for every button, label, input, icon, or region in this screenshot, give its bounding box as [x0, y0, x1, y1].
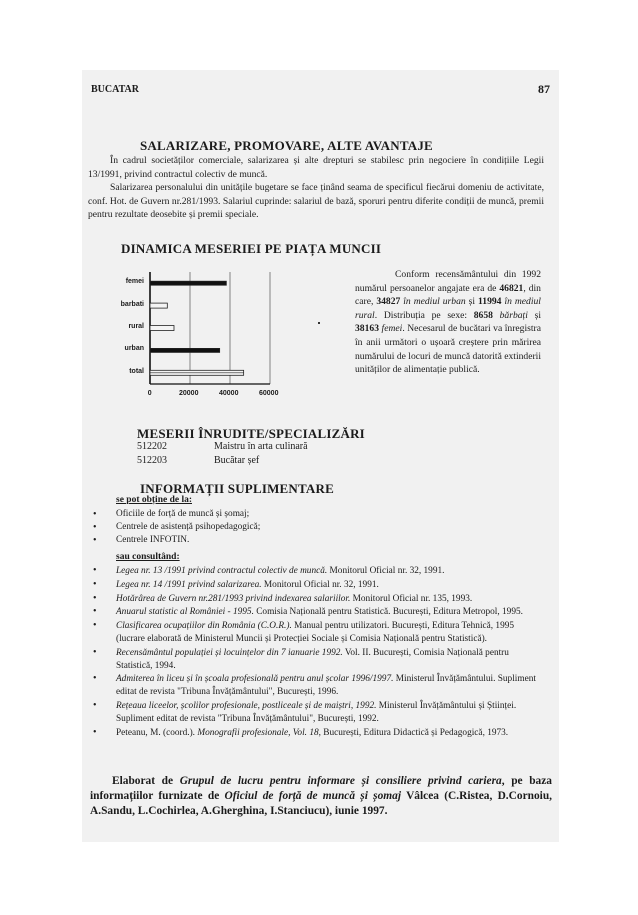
occupation-code: 512202 — [137, 441, 167, 452]
reference-details: Manual pentru utilizatori. București, Editura Tehnică, 1995 (lucrare elaborată de Ministerul Muncii și Protecției Sociale și Comisia Națională pentru Statistică). — [116, 621, 515, 644]
obtain-list — [93, 508, 536, 547]
text-run: în mediul rural — [355, 296, 541, 321]
bullet-icon: • — [93, 535, 97, 546]
reference-details: Vol. II. București, Comisia Națională pentru Statistică, 1994. — [116, 647, 509, 671]
male-employed: 8658 — [473, 309, 493, 321]
category-label: femei — [125, 278, 144, 286]
text-run: și — [465, 296, 479, 308]
reference-item — [93, 673, 542, 699]
bullet-icon: • — [93, 606, 97, 618]
section-title-salarizare: SALARIZARE, PROMOVARE, ALTE AVANTAJE — [140, 138, 433, 153]
reference-title: Rețeaua liceelor, școlilor profesionale, postliceale și de maiștri, 1992. — [116, 700, 377, 711]
list-item-text: Oficiile de forță de muncă și șomaj; — [116, 509, 250, 519]
urban-employed: 34827 — [376, 296, 401, 308]
author-credits — [90, 774, 552, 819]
paragraph: Salarizarea personalului din unitățile bugetare se face ținând seama de specificul fiecărui domeniu de activitate, conf. Hot. de Guvern nr.281/1993. Salariul cuprinde: salariul de bază, sporuri pentru diferite condiții de muncă, premii pentru rezultate deosebite și premii speciale. — [88, 182, 544, 221]
reference-item — [93, 578, 542, 592]
credits-group: Grupul de lucru pentru informare și consiliere privind cariera — [179, 775, 502, 787]
bullet-icon: • — [93, 699, 97, 711]
reference-item — [93, 606, 542, 619]
text-run: femei — [378, 323, 403, 335]
list-item — [93, 508, 536, 521]
reference-item — [93, 565, 542, 578]
rural-employed: 11994 — [478, 296, 502, 308]
scan-speck — [318, 322, 320, 324]
section-title-dinamica: DINAMICA MESERIEI PE PIAȚA MUNCII — [121, 241, 382, 256]
list-item — [93, 534, 536, 547]
reference-item — [93, 646, 542, 673]
text-run: și — [527, 309, 541, 321]
bar-barbati — [150, 303, 167, 308]
bullet-icon: • — [93, 565, 97, 576]
header-title: BUCATAR — [91, 84, 139, 95]
bullet-icon: • — [93, 509, 97, 520]
bullet-icon: • — [93, 673, 97, 685]
list-item — [93, 521, 536, 534]
occupation-row — [137, 455, 260, 468]
section-title-meserii: MESERII ÎNRUDITE/SPECIALIZĂRI — [137, 426, 365, 441]
list-item-text: Centrele de asistență psihopedagogică; — [116, 522, 261, 532]
occupation-code: 512203 — [137, 455, 167, 466]
consult-label: sau consultând: — [116, 552, 180, 562]
reference-item — [93, 699, 542, 726]
reference-details: Monitorul Oficial nr. 135, 1993. — [350, 593, 473, 604]
bar-urban — [150, 348, 220, 352]
reference-details: Monitorul Oficial nr. 32, 1991. — [261, 579, 379, 590]
reference-list — [93, 565, 542, 739]
tick-label: 20000 — [179, 390, 199, 397]
reference-title: Monografii profesionale, Vol. 18, — [197, 727, 321, 738]
page-number: 87 — [538, 82, 550, 96]
bullet-icon: • — [93, 620, 97, 632]
text-run: . Distribuția pe sexe: — [374, 309, 474, 321]
text-run: . Necesarul de bucătari va înregistra în anii următori o ușoară creștere prin mărirea numărului de locuri de muncă datorită extinderii unităților de alimentație publică. — [355, 323, 541, 376]
occupation-name: Bucătar șef — [214, 455, 260, 466]
reference-title: Legea nr. 14 /1991 privind salarizarea. — [116, 579, 262, 590]
credits-text: , pe baza informațiilor furnizate de — [90, 775, 552, 802]
bullet-icon: • — [93, 578, 97, 590]
reference-title: Anuarul statistic al României - 1995. — [116, 607, 254, 618]
tick-label: 40000 — [219, 390, 239, 397]
text-run: în mediul urban — [400, 296, 466, 308]
credits-text: Elaborat de — [112, 775, 180, 787]
category-label: urban — [124, 345, 144, 353]
credits-authors: Vâlcea (C.Ristea, D.Cornoiu, A.Sandu, L.Cochirlea, A.Gherghina, I.Stanciucu), iunie 1997. — [90, 790, 552, 817]
bar-rural — [150, 326, 174, 331]
credits-office: Oficiul de forță de muncă și șomaj — [224, 790, 402, 802]
reference-details: Monitorul Oficial nr. 32, 1991. — [327, 566, 445, 576]
reference-details: București, Editura Didactică și Pedagogică, 1973. — [320, 727, 509, 738]
reference-details: Ministerul Învățământului. Supliment editat de revista "Tribuna Învățământului", București, 1996. — [116, 674, 536, 698]
reference-item — [93, 620, 542, 646]
female-employed: 38163 — [355, 323, 379, 335]
reference-title: Admiterea în liceu și în școala profesională pentru anul școlar 1996/1997. — [116, 674, 394, 685]
tick-label: 60000 — [259, 390, 279, 397]
bullet-icon: • — [93, 522, 97, 533]
reference-title: Hotărârea de Guvern nr.281/1993 privind indexarea salariilor. — [116, 593, 351, 604]
reference-title: Clasificarea ocupațiilor din România (C.O.R.). — [116, 621, 292, 632]
reference-title: Legea nr. 13 /1991 privind contractul colectiv de muncă. — [116, 566, 328, 576]
text-run: Conform recensământului din 1992 numărul persoanelor angajate era de — [355, 269, 541, 294]
bar-femei — [150, 281, 226, 285]
reference-details: Ministerul Învățământului și Științei. Supliment editat de revista "Tribuna Învățământului", București, 1992. — [116, 700, 517, 724]
section-title-informatii: INFORMAȚII SUPLIMENTARE — [140, 481, 334, 496]
category-label: rural — [128, 323, 144, 330]
reference-author: Peteanu, M. (coord.). — [116, 727, 198, 738]
section-salarizare-text — [88, 154, 544, 222]
category-label: barbati — [120, 300, 144, 308]
reference-item — [93, 726, 542, 740]
bullet-icon: • — [93, 726, 97, 738]
reference-title: Recensământul populației și locuințelor din 7 ianuarie 1992. — [116, 647, 343, 658]
text-run: , din care, — [355, 282, 541, 308]
text-run: bărbați — [492, 309, 528, 321]
dinamica-text — [355, 268, 541, 377]
category-label: total — [129, 367, 144, 375]
total-employed: 46821 — [499, 282, 524, 294]
reference-item — [93, 592, 542, 606]
paragraph: În cadrul societăților comerciale, salarizarea și alte drepturi se stabilesc prin negociere în condițiile Legii 13/1991, privind contractul colectiv de muncă. — [88, 155, 544, 180]
reference-details: Comisia Națională pentru Statistică. București, Editura Metropol, 1995. — [253, 607, 523, 618]
tick-label: 0 — [147, 390, 152, 397]
bullet-icon: • — [93, 592, 97, 604]
occupation-name: Maistru în arta culinară — [214, 441, 308, 452]
obtain-label: se pot obține de la: — [116, 495, 192, 505]
occupation-row — [137, 441, 308, 454]
list-item-text: Centrele INFOTIN. — [116, 535, 190, 545]
bullet-icon: • — [93, 646, 97, 658]
